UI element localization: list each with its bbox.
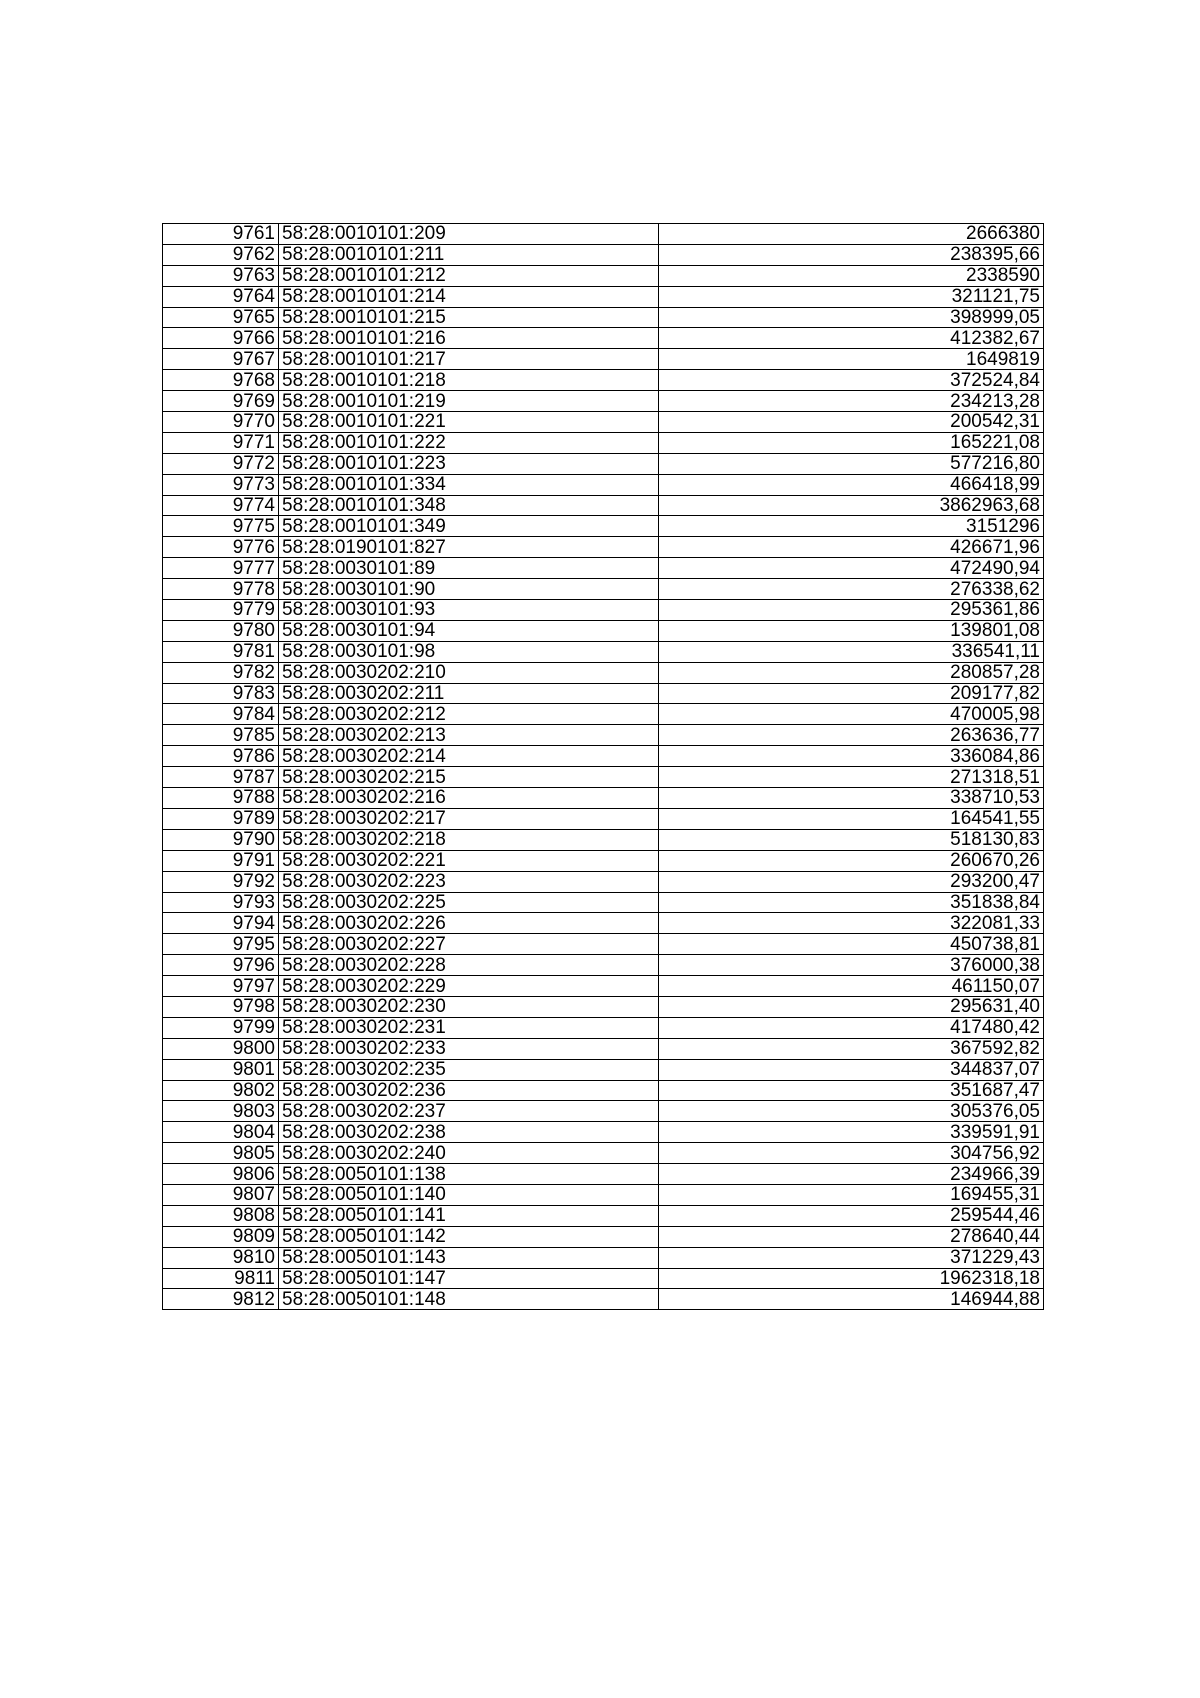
table-row [163,662,1044,683]
table-row [163,1289,1044,1310]
cadastral-value-cell: 293200,47 [659,871,1044,892]
cadastral-number-cell: 58:28:0050101:147 [279,1268,659,1289]
table-row [163,829,1044,850]
table-row [163,1184,1044,1205]
cadastral-number-cell: 58:28:0010101:212 [279,265,659,286]
cadastral-number-cell: 58:28:0050101:138 [279,1164,659,1185]
cadastral-number-cell: 58:28:0030202:229 [279,976,659,997]
table-row [163,1080,1044,1101]
cadastral-number-cell: 58:28:0030202:221 [279,850,659,871]
cadastral-value-cell: 472490,94 [659,558,1044,579]
row-number-cell: 9768 [163,370,279,391]
row-number-cell: 9791 [163,850,279,871]
cadastral-number-cell: 58:28:0030202:216 [279,788,659,809]
cadastral-number-cell: 58:28:0010101:334 [279,474,659,495]
row-number-cell: 9788 [163,788,279,809]
cadastral-number-cell: 58:28:0050101:140 [279,1184,659,1205]
row-number-cell: 9770 [163,412,279,433]
table-row [163,767,1044,788]
cadastral-value-cell: 164541,55 [659,808,1044,829]
cadastral-number-cell: 58:28:0010101:216 [279,328,659,349]
table-row [163,1122,1044,1143]
table-row [163,955,1044,976]
table-row [163,244,1044,265]
table-row [163,265,1044,286]
table-row [163,495,1044,516]
row-number-cell: 9762 [163,244,279,265]
row-number-cell: 9789 [163,808,279,829]
cadastral-value-cell: 351838,84 [659,892,1044,913]
row-number-cell: 9808 [163,1205,279,1226]
cadastral-value-cell: 3862963,68 [659,495,1044,516]
row-number-cell: 9794 [163,913,279,934]
cadastral-value-cell: 2338590 [659,265,1044,286]
cadastral-value-cell: 398999,05 [659,307,1044,328]
cadastral-value-cell: 518130,83 [659,829,1044,850]
row-number-cell: 9798 [163,996,279,1017]
cadastral-value-cell: 426671,96 [659,537,1044,558]
row-number-cell: 9804 [163,1122,279,1143]
cadastral-value-cell: 372524,84 [659,370,1044,391]
row-number-cell: 9783 [163,683,279,704]
cadastral-number-cell: 58:28:0030202:210 [279,662,659,683]
cadastral-number-cell: 58:28:0010101:211 [279,244,659,265]
row-number-cell: 9796 [163,955,279,976]
table-row [163,725,1044,746]
cadastral-number-cell: 58:28:0010101:209 [279,224,659,245]
table-row [163,1164,1044,1185]
cadastral-value-table [162,223,1044,1310]
table-row [163,1143,1044,1164]
table-row [163,558,1044,579]
cadastral-value-cell: 450738,81 [659,934,1044,955]
table-row [163,349,1044,370]
cadastral-number-cell: 58:28:0050101:148 [279,1289,659,1310]
table-row [163,432,1044,453]
row-number-cell: 9797 [163,976,279,997]
cadastral-number-cell: 58:28:0050101:143 [279,1247,659,1268]
cadastral-number-cell: 58:28:0030202:211 [279,683,659,704]
cadastral-value-cell: 322081,33 [659,913,1044,934]
cadastral-value-cell: 371229,43 [659,1247,1044,1268]
cadastral-number-cell: 58:28:0030202:240 [279,1143,659,1164]
cadastral-value-cell: 367592,82 [659,1038,1044,1059]
cadastral-number-cell: 58:28:0030202:230 [279,996,659,1017]
row-number-cell: 9767 [163,349,279,370]
cadastral-value-cell: 338710,53 [659,788,1044,809]
cadastral-number-cell: 58:28:0050101:142 [279,1226,659,1247]
row-number-cell: 9765 [163,307,279,328]
cadastral-number-cell: 58:28:0010101:214 [279,286,659,307]
row-number-cell: 9778 [163,579,279,600]
row-number-cell: 9795 [163,934,279,955]
row-number-cell: 9771 [163,432,279,453]
cadastral-number-cell: 58:28:0030202:235 [279,1059,659,1080]
row-number-cell: 9781 [163,641,279,662]
table-row [163,286,1044,307]
cadastral-number-cell: 58:28:0030202:214 [279,746,659,767]
cadastral-value-cell: 139801,08 [659,620,1044,641]
row-number-cell: 9780 [163,620,279,641]
cadastral-value-cell: 351687,47 [659,1080,1044,1101]
cadastral-value-cell: 321121,75 [659,286,1044,307]
row-number-cell: 9786 [163,746,279,767]
cadastral-number-cell: 58:28:0030101:93 [279,600,659,621]
cadastral-number-cell: 58:28:0030202:226 [279,913,659,934]
cadastral-value-cell: 260670,26 [659,850,1044,871]
row-number-cell: 9790 [163,829,279,850]
table-row [163,1268,1044,1289]
table-row [163,683,1044,704]
row-number-cell: 9792 [163,871,279,892]
table-row [163,641,1044,662]
cadastral-value-cell: 466418,99 [659,474,1044,495]
row-number-cell: 9769 [163,391,279,412]
cadastral-number-cell: 58:28:0030202:237 [279,1101,659,1122]
cadastral-number-cell: 58:28:0010101:222 [279,432,659,453]
table-row [163,746,1044,767]
cadastral-value-cell: 344837,07 [659,1059,1044,1080]
cadastral-value-cell: 234213,28 [659,391,1044,412]
cadastral-number-cell: 58:28:0010101:223 [279,453,659,474]
table-row [163,850,1044,871]
table-row [163,391,1044,412]
table-row [163,537,1044,558]
table-row [163,579,1044,600]
table-row [163,224,1044,245]
cadastral-number-cell: 58:28:0030202:233 [279,1038,659,1059]
table-row [163,808,1044,829]
cadastral-number-cell: 58:28:0010101:219 [279,391,659,412]
cadastral-value-cell: 146944,88 [659,1289,1044,1310]
cadastral-value-cell: 259544,46 [659,1205,1044,1226]
cadastral-value-cell: 417480,42 [659,1017,1044,1038]
cadastral-value-cell: 305376,05 [659,1101,1044,1122]
cadastral-value-cell: 336541,11 [659,641,1044,662]
cadastral-number-cell: 58:28:0030202:231 [279,1017,659,1038]
table-row [163,412,1044,433]
cadastral-value-cell: 339591,91 [659,1122,1044,1143]
cadastral-value-cell: 234966,39 [659,1164,1044,1185]
table-row [163,871,1044,892]
cadastral-number-cell: 58:28:0030202:227 [279,934,659,955]
row-number-cell: 9779 [163,600,279,621]
table-row [163,1059,1044,1080]
table-row [163,913,1044,934]
cadastral-number-cell: 58:28:0030101:98 [279,641,659,662]
cadastral-value-cell: 271318,51 [659,767,1044,788]
table-row [163,600,1044,621]
cadastral-value-cell: 169455,31 [659,1184,1044,1205]
table-row [163,1226,1044,1247]
cadastral-number-cell: 58:28:0030202:225 [279,892,659,913]
row-number-cell: 9776 [163,537,279,558]
cadastral-value-cell: 200542,31 [659,412,1044,433]
table-row [163,1205,1044,1226]
table-row [163,307,1044,328]
table-row [163,788,1044,809]
cadastral-number-cell: 58:28:0030202:236 [279,1080,659,1101]
row-number-cell: 9806 [163,1164,279,1185]
row-number-cell: 9805 [163,1143,279,1164]
cadastral-number-cell: 58:28:0030202:213 [279,725,659,746]
row-number-cell: 9809 [163,1226,279,1247]
cadastral-value-cell: 1649819 [659,349,1044,370]
cadastral-number-cell: 58:28:0010101:217 [279,349,659,370]
cadastral-value-cell: 3151296 [659,516,1044,537]
table-row [163,704,1044,725]
cadastral-value-cell: 295361,86 [659,600,1044,621]
table-row [163,976,1044,997]
cadastral-value-cell: 165221,08 [659,432,1044,453]
row-number-cell: 9801 [163,1059,279,1080]
cadastral-value-cell: 2666380 [659,224,1044,245]
table-row [163,934,1044,955]
table-row [163,1038,1044,1059]
cadastral-value-cell: 238395,66 [659,244,1044,265]
table-row [163,1247,1044,1268]
cadastral-value-cell: 470005,98 [659,704,1044,725]
row-number-cell: 9764 [163,286,279,307]
cadastral-value-cell: 276338,62 [659,579,1044,600]
cadastral-number-cell: 58:28:0190101:827 [279,537,659,558]
cadastral-value-cell: 295631,40 [659,996,1044,1017]
cadastral-number-cell: 58:28:0010101:349 [279,516,659,537]
row-number-cell: 9802 [163,1080,279,1101]
table-row [163,453,1044,474]
cadastral-number-cell: 58:28:0010101:348 [279,495,659,516]
row-number-cell: 9772 [163,453,279,474]
row-number-cell: 9785 [163,725,279,746]
row-number-cell: 9774 [163,495,279,516]
row-number-cell: 9787 [163,767,279,788]
cadastral-number-cell: 58:28:0030202:217 [279,808,659,829]
row-number-cell: 9766 [163,328,279,349]
cadastral-number-cell: 58:28:0030202:215 [279,767,659,788]
cadastral-number-cell: 58:28:0010101:215 [279,307,659,328]
row-number-cell: 9803 [163,1101,279,1122]
table-row [163,516,1044,537]
cadastral-number-cell: 58:28:0030202:238 [279,1122,659,1143]
table-row [163,620,1044,641]
table-row [163,996,1044,1017]
row-number-cell: 9763 [163,265,279,286]
cadastral-number-cell: 58:28:0030202:223 [279,871,659,892]
row-number-cell: 9811 [163,1268,279,1289]
cadastral-value-cell: 1962318,18 [659,1268,1044,1289]
row-number-cell: 9812 [163,1289,279,1310]
row-number-cell: 9810 [163,1247,279,1268]
cadastral-value-cell: 280857,28 [659,662,1044,683]
table-row [163,1101,1044,1122]
cadastral-value-cell: 577216,80 [659,453,1044,474]
row-number-cell: 9784 [163,704,279,725]
row-number-cell: 9782 [163,662,279,683]
table-row [163,370,1044,391]
table-row [163,328,1044,349]
cadastral-number-cell: 58:28:0050101:141 [279,1205,659,1226]
row-number-cell: 9807 [163,1184,279,1205]
cadastral-number-cell: 58:28:0010101:221 [279,412,659,433]
row-number-cell: 9793 [163,892,279,913]
row-number-cell: 9775 [163,516,279,537]
row-number-cell: 9761 [163,224,279,245]
row-number-cell: 9799 [163,1017,279,1038]
row-number-cell: 9800 [163,1038,279,1059]
cadastral-number-cell: 58:28:0030101:94 [279,620,659,641]
row-number-cell: 9773 [163,474,279,495]
cadastral-number-cell: 58:28:0030202:212 [279,704,659,725]
table-row [163,892,1044,913]
cadastral-value-cell: 336084,86 [659,746,1044,767]
cadastral-value-cell: 278640,44 [659,1226,1044,1247]
table-row [163,474,1044,495]
row-number-cell: 9777 [163,558,279,579]
cadastral-value-cell: 461150,07 [659,976,1044,997]
cadastral-number-cell: 58:28:0030101:89 [279,558,659,579]
table-row [163,1017,1044,1038]
cadastral-number-cell: 58:28:0010101:218 [279,370,659,391]
cadastral-value-cell: 304756,92 [659,1143,1044,1164]
table-body [163,224,1044,1310]
cadastral-value-cell: 412382,67 [659,328,1044,349]
cadastral-number-cell: 58:28:0030101:90 [279,579,659,600]
cadastral-number-cell: 58:28:0030202:218 [279,829,659,850]
cadastral-value-cell: 263636,77 [659,725,1044,746]
cadastral-value-cell: 209177,82 [659,683,1044,704]
cadastral-number-cell: 58:28:0030202:228 [279,955,659,976]
cadastral-value-cell: 376000,38 [659,955,1044,976]
